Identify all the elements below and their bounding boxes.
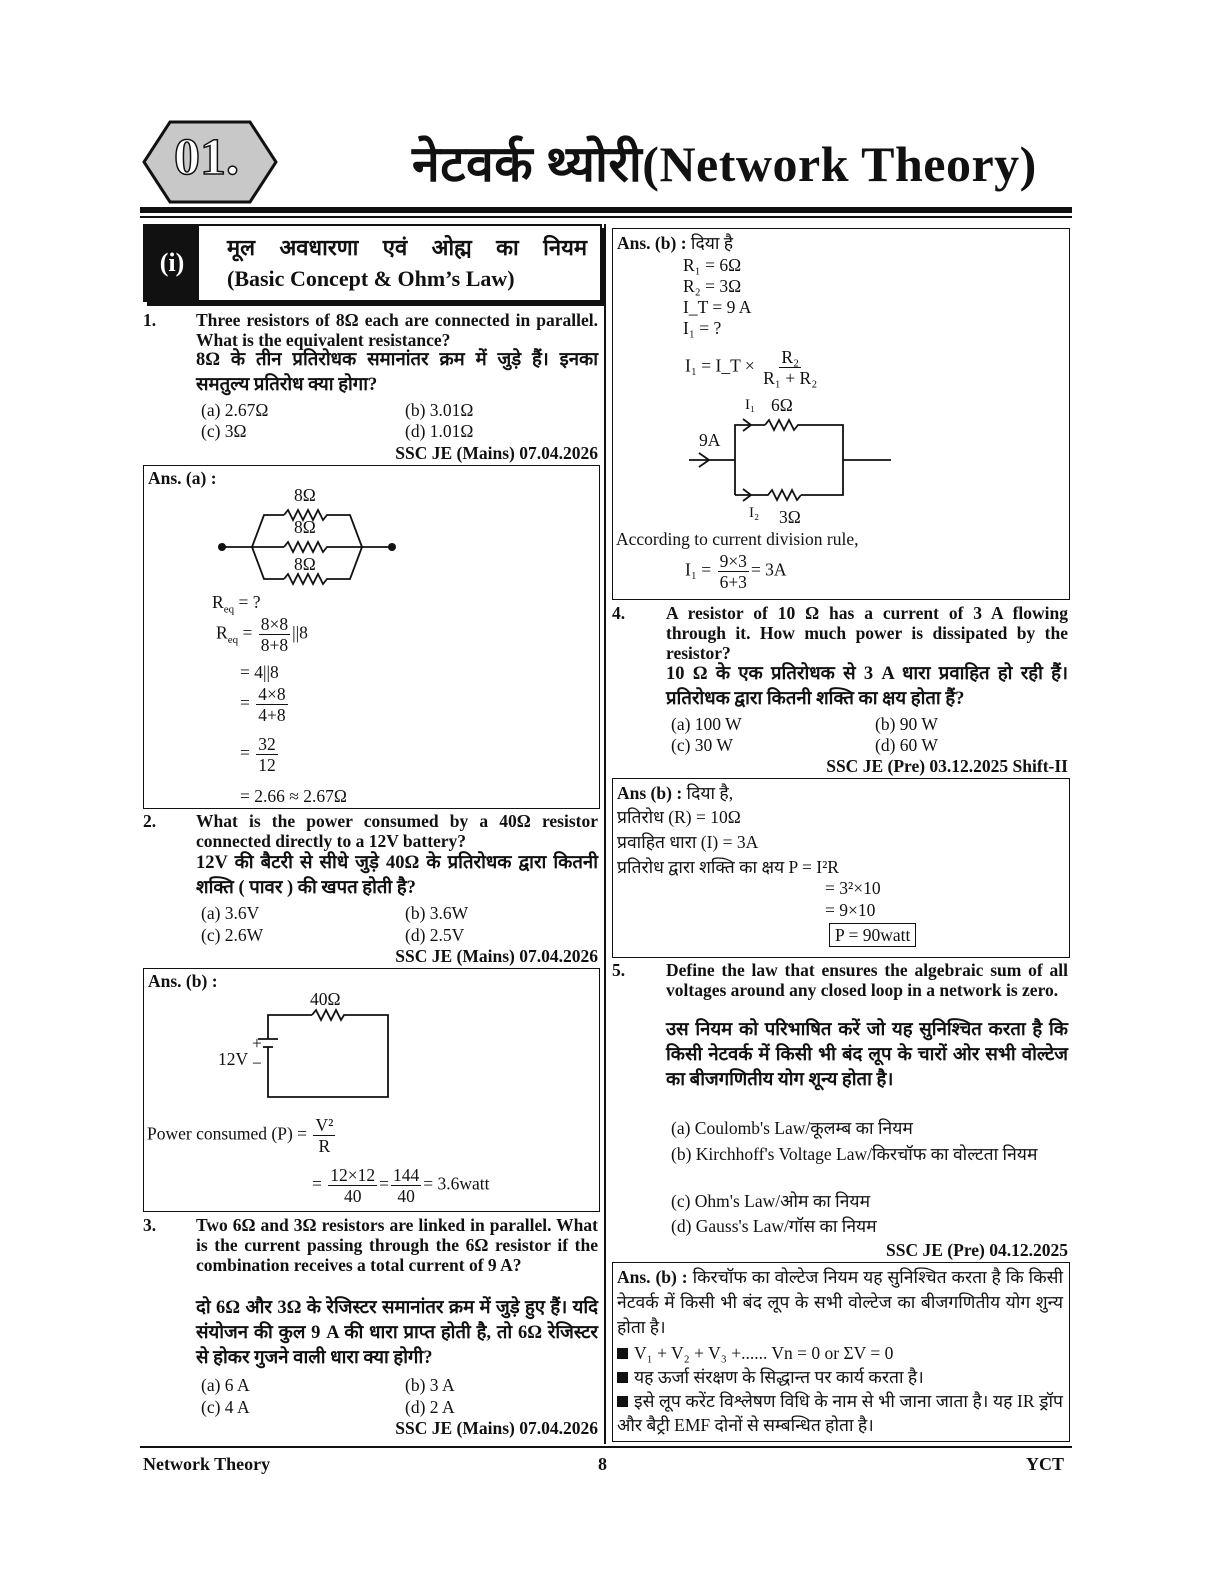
chapter-number: 01. [174, 129, 239, 186]
answer-box-5 [612, 1262, 1070, 1442]
option-b: (b) 3.6W [405, 903, 469, 923]
frac-den: 4+8 [258, 705, 286, 725]
req-step-3: = $\frac{4\times 8}{4+8}$ [240, 684, 286, 725]
branch-current-2: I₂ [749, 505, 760, 521]
battery-plus: + [252, 1033, 262, 1053]
option-a: (a) Coulomb's Law/कूलम्ब का नियम [671, 1118, 913, 1138]
header-rule-thin [140, 216, 1072, 218]
power-step-2: = 9×10 [825, 900, 876, 920]
section-title-hindi: मूल अवधारणा एवं ओह्म का नियम [227, 235, 587, 260]
frac-den: R [318, 1136, 331, 1156]
source-current-label: 9A [699, 430, 721, 450]
footer-publisher: YCT [1026, 1454, 1065, 1474]
footer-rule [140, 1446, 1072, 1448]
question-text-hi: 10 Ω के एक प्रतिरोधक से 3 A धारा प्रवाहित हो रही हैं। प्रतिरोधक द्वारा कितनी शक्ति का क्षय होता हैं? [666, 664, 1068, 709]
question-source: SSC JE (Mains) 07.04.2026 [395, 1418, 598, 1438]
option-d: (d) 2 A [405, 1397, 455, 1417]
option-b: (b) 3.01Ω [405, 400, 474, 420]
resistor-label: 8Ω [294, 485, 316, 505]
answer-explanation: Ans. (b) : किरचॉफ का वोल्टेज नियम यह सुनिश्चित करता है कि किसी नेटवर्क में किसी भी बंद लूप के सभी वोल्टेज का बीजगणितीय योग शुन्य होता है। [617, 1267, 1064, 1337]
header-rule [140, 207, 1072, 213]
option-a: (a) 3.6V [201, 903, 260, 923]
option-a: (a) 100 W [671, 714, 742, 734]
req-step-2: = 4||8 [240, 662, 279, 682]
battery-resistor-circuit [254, 1009, 394, 1099]
question-text-en: Three resistors of 8Ω each are connected in parallel. What is the equivalent resistance? [196, 310, 598, 350]
option-b: (b) 3 A [405, 1375, 455, 1395]
power-calc: = $\frac{12\times 12}{40}$ = $\frac{144}{40}$ = 3.6watt [312, 1165, 490, 1206]
question-number: 4. [612, 603, 626, 623]
question-number: 2. [143, 811, 157, 831]
option-a: (a) 2.67Ω [201, 400, 269, 420]
question-source: SSC JE (Mains) 07.04.2026 [395, 443, 598, 463]
option-c: (c) 3Ω [201, 421, 247, 441]
question-text-hi: 8Ω के तीन प्रतिरोधक समानांतर क्रम में जुड़े हैं। इनका समतुल्य प्रतिरोध क्या होगा? [196, 350, 598, 395]
resistor-label: 6Ω [771, 395, 793, 415]
answer-header: Ans (b) : दिया है, [617, 783, 734, 803]
req-result: = 2.66 ≈ 2.67Ω [240, 786, 347, 806]
frac-num: 4×8 [258, 684, 286, 704]
footer-page-number: 8 [598, 1454, 607, 1474]
battery-label: 12V [218, 1049, 249, 1069]
rule-statement: According to current division rule, [616, 529, 859, 549]
question-number: 5. [612, 960, 626, 980]
answer-header: Ans. (b) : दिया है [617, 233, 734, 253]
resistor-label: 8Ω [294, 517, 316, 537]
option-a: (a) 6 A [201, 1375, 250, 1395]
given-r2: R₂ = 3Ω [683, 276, 742, 296]
frac-den: 12 [258, 755, 276, 775]
resistor-label: 3Ω [779, 507, 801, 527]
given-it: I_T = 9 A [683, 297, 752, 317]
parallel-op: ||8 [292, 622, 308, 643]
option-c: (c) 4 A [201, 1397, 250, 1417]
answer-bullet: इसे लूप करेंट विश्लेषण विधि के नाम से भी जाना जाता है। यह IR ड्रॉप और बैट्री EMF दोनों से सम्बन्धित होता है। [617, 1391, 1063, 1435]
req-step-4: = $\frac{32}{12}$ [240, 734, 276, 775]
footer-book-title: Network Theory [143, 1454, 271, 1474]
req-unknown: $R_{eq}$ = ? [212, 592, 261, 616]
given-resistance: प्रतिरोध (R) = 10Ω [617, 807, 741, 827]
column-divider [604, 224, 606, 1444]
answer-box-3 [612, 228, 1070, 600]
question-number: 3. [143, 1215, 157, 1235]
given-i1: I₁ = ? [683, 318, 722, 338]
battery-minus: − [252, 1053, 262, 1073]
question-number: 1. [143, 310, 157, 330]
question-source: SSC JE (Mains) 07.04.2026 [395, 946, 598, 966]
answer-label: Ans. (b) : [148, 971, 218, 991]
option-d: (d) 1.01Ω [405, 421, 474, 441]
current-calc: I₁ = $\frac{9\times 3}{6+3}$ = 3A [685, 551, 787, 592]
branch-current-1: I₁ [745, 397, 756, 413]
resistor-label: 40Ω [310, 989, 341, 1009]
frac-num: 32 [258, 734, 276, 754]
option-d: (d) Gauss's Law/गॉस का नियम [671, 1216, 877, 1236]
power-formula: प्रतिरोध द्वारा शक्ति का क्षय P = I²R [617, 857, 839, 877]
option-c: (c) 30 W [671, 735, 733, 755]
frac-num: V² [315, 1115, 334, 1135]
question-text-en: Two 6Ω and 3Ω resistors are linked in parallel. What is the current passing through the 6Ω resistor if the combination receives a total current of 9 A? [196, 1215, 598, 1275]
question-text-en: What is the power consumed by a 40Ω resistor connected directly to a 12V battery? [196, 811, 598, 851]
question-text-hi: दो 6Ω और 3Ω के रेजिस्टर समानांतर क्रम में जुड़े हुए हैं। यदि संयोजन की कुल 9 A की धारा प्राप्त होती है, तो 6Ω रेजिस्टर से होकर गुजने वाली धारा क्या होगी? [196, 1298, 598, 1368]
power-step-1: = 3²×10 [825, 878, 881, 898]
frac-den: 8+8 [260, 635, 289, 655]
option-d: (d) 2.5V [405, 925, 465, 945]
question-source: SSC JE (Pre) 04.12.2025 [886, 1240, 1068, 1260]
bullet-icon [617, 1396, 628, 1407]
given-current: प्रवाहित धारा (I) = 3A [617, 832, 759, 852]
question-source: SSC JE (Pre) 03.12.2025 Shift-II [826, 756, 1068, 776]
question-text-hi: 12V की बैटरी से सीधे जुड़े 40Ω के प्रतिरोधक द्वारा कितनी शक्ति ( पावर ) की खपत होती है? [196, 853, 598, 898]
given-r1: R₁ = 6Ω [683, 255, 742, 275]
section-header [143, 224, 602, 302]
section-title-english: (Basic Concept & Ohm’s Law) [227, 266, 515, 291]
question-text-en: A resistor of 10 Ω has a current of 3 A flowing through it. How much power is dissipated by the resistor? [666, 603, 1068, 663]
answer-box-4 [612, 778, 1070, 958]
power-result: P = 90watt [829, 925, 916, 946]
chapter-title: नेटवर्क थ्योरी(Network Theory) [412, 136, 1037, 192]
option-d: (d) 60 W [875, 735, 938, 755]
option-c: (c) Ohm's Law/ओम का नियम [671, 1191, 871, 1211]
section-number: (i) [145, 226, 199, 300]
resistor-label: 8Ω [294, 554, 316, 574]
current-divider-circuit [685, 415, 895, 505]
power-formula: Power consumed (P) = $\frac{\text{V²}}{R}$ [147, 1115, 334, 1156]
question-text-hi: उस नियम को परिभाषित करें जो यह सुनिश्चित करता है कि किसी नेटवर्क में किसी भी बंद लूप के चारों ओर सभी वोल्टेज का बीजगणितीय योग शून्य होता है। [666, 1020, 1068, 1090]
bullet-icon [617, 1348, 628, 1359]
option-b: (b) Kirchhoff's Voltage Law/किरचॉफ का वोल्टता नियम [671, 1144, 1038, 1164]
answer-bullet: यह ऊर्जा संरक्षण के सिद्धान्त पर कार्य करता है। [617, 1365, 1063, 1389]
answer-label: Ans. (a) : [148, 468, 217, 488]
answer-bullet: V₁ + V₂ + V₃ +...... Vn = 0 or ΣV = 0 [617, 1341, 1063, 1365]
req-step-1: $R_{eq}$ = $\frac{8\times 8}{8+8}$ ||8 [216, 614, 308, 655]
option-b: (b) 90 W [875, 714, 938, 734]
option-c: (c) 2.6W [201, 925, 264, 945]
answer-box-2 [143, 968, 600, 1212]
current-division-formula: I₁ = I_T × $\frac{\text{R₂}}{\text{R₁ + R₂}}$ [685, 347, 818, 388]
answer-box-1 [143, 465, 600, 809]
frac-num: 8×8 [260, 614, 289, 634]
bullet-icon [617, 1372, 628, 1383]
question-text-en: Define the law that ensures the algebraic sum of all voltages around any closed loop in a network is zero. [666, 960, 1068, 1000]
